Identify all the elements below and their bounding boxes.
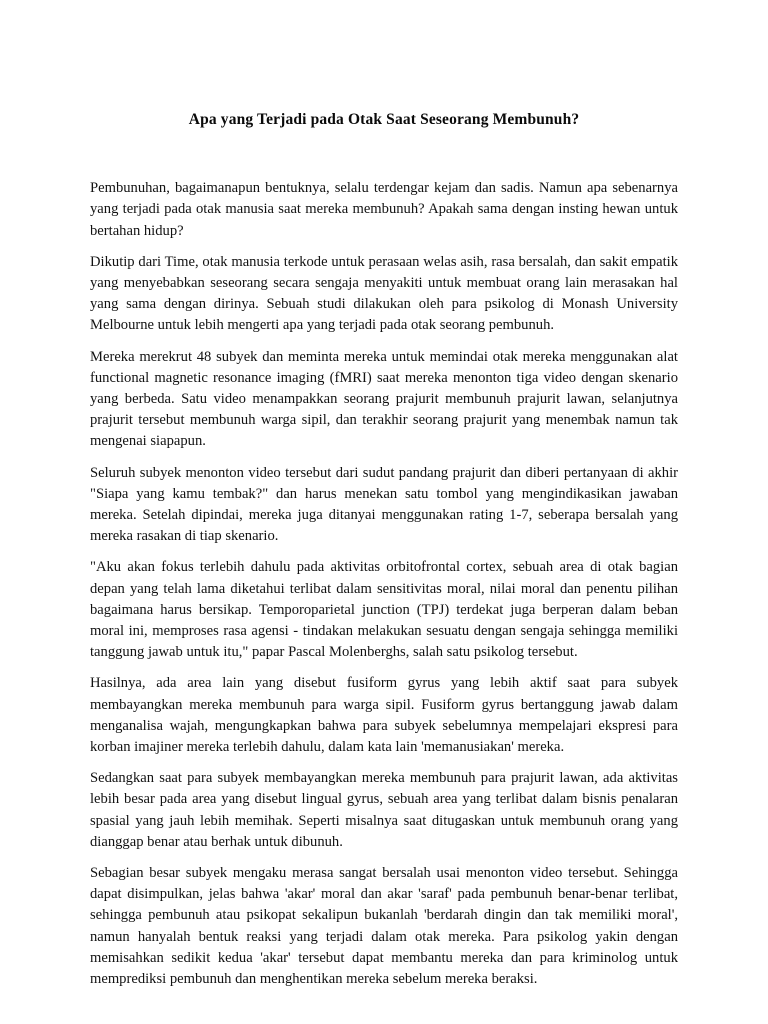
paragraph-method: Mereka merekrut 48 subyek dan meminta mereka untuk memindai otak mereka menggunakan alat functional magnetic resonance imaging (fMRI) saat mereka menonton tiga video dengan skenario yang berbeda. Satu video menampakkan seorang prajurit membunuh prajurit lawan, selanjutnya prajurit tersebut membunuh warga sipil, dan terakhir seorang prajurit yang menembak namun tak mengenai siapapun. bbox=[90, 348, 678, 450]
paragraph-procedure: Seluruh subyek menonton video tersebut dari sudut pandang prajurit dan diberi pertanyaan di akhir "Siapa yang kamu tembak?" dan harus menekan satu tombol yang mengindikasikan jawaban mereka. Setelah dipindai, mereka juga ditanyai menggunakan rating 1-7, seberapa bersalah yang mereka rasakan di tiap skenario. bbox=[90, 464, 678, 545]
paragraph-quote-orbitofrontal: "Aku akan fokus terlebih dahulu pada aktivitas orbitofrontal cortex, sebuah area di otak bagian depan yang telah lama diketahui terlibat dalam sensitivitas moral, nilai moral dan penentu pilihan bagaimana harus bersikap. Temporoparietal junction (TPJ) terdekat juga berperan dalam beban moral ini, memproses rasa agensi - tindakan melakukan sesuatu dengan sengaja sehingga memiliki tanggung jawab untuk itu," papar Pascal Molenberghs, salah satu psikolog tersebut. bbox=[90, 559, 678, 661]
paragraph-conclusion: Sebagian besar subyek mengaku merasa sangat bersalah usai menonton video tersebut. Sehingga dapat disimpulkan, jelas bahwa 'akar' moral dan akar 'saraf' pada pembunuh benar-benar terlibat, sehingga pembunuh atau psikopat sekalipun bukanlah 'berdarah dingin dan tak memiliki moral', namun hanyalah bentuk reaksi yang terjadi dalam otak mereka. Para psikolog yakin dengan memisahkan sedikit kedua 'akar' tersebut dapat membantu mereka dan para kriminolog untuk memprediksi pembunuh dan menghentikan mereka sebelum mereka beraksi. bbox=[90, 865, 678, 988]
paragraph-lingual-gyrus: Sedangkan saat para subyek membayangkan mereka membunuh para prajurit lawan, ada aktivitas lebih besar pada area yang disebut lingual gyrus, sebuah area yang terlibat dalam bisnis penalaran spasial yang jauh lebih memihak. Seperti misalnya saat ditugaskan untuk membunuh orang yang dianggap benar atau berhak untuk dibunuh. bbox=[90, 770, 678, 850]
paragraph-time-quote: Dikutip dari Time, otak manusia terkode untuk perasaan welas asih, rasa bersalah, dan sakit empatik yang menyebabkan seseorang secara sengaja menyakiti untuk membuat orang lain merasakan hal yang sama dengan dirinya. Sebuah studi dilakukan oleh para psikolog di Monash University Melbourne untuk lebih mengerti apa yang terjadi pada otak seorang pembunuh. bbox=[90, 253, 678, 334]
paragraph-intro: Pembunuhan, bagaimanapun bentuknya, selalu terdengar kejam dan sadis. Namun apa sebenarnya yang terjadi pada otak manusia saat mereka membunuh? Apakah sama dengan insting hewan untuk bertahan hidup? bbox=[90, 180, 678, 239]
document-body bbox=[90, 110, 678, 990]
page-title: Apa yang Terjadi pada Otak Saat Seseorang Membunuh? bbox=[188, 111, 580, 128]
paragraph-fusiform-gyrus: Hasilnya, ada area lain yang disebut fusiform gyrus yang lebih aktif saat para subyek membayangkan mereka membunuh para warga sipil. Fusiform gyrus bertanggung jawab dalam menganalisa wajah, mengungkapkan bahwa para subyek sebelumnya mempelajari ekspresi para korban imajiner mereka terlebih dahulu, dalam kata lain 'memanusiakan' mereka. bbox=[90, 675, 678, 756]
